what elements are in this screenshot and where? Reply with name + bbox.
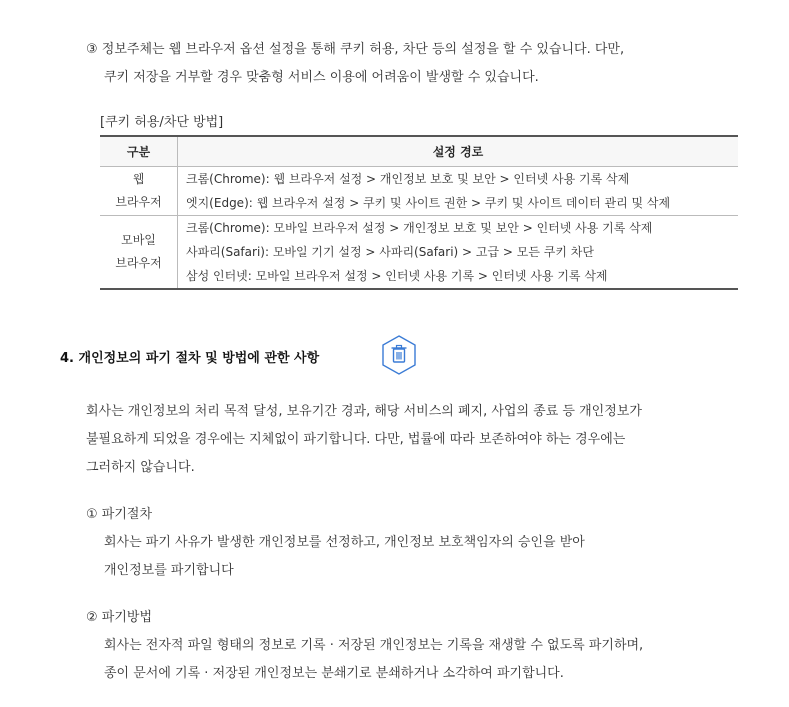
table-row [100, 167, 738, 192]
table-row [100, 191, 738, 216]
item-2-line-1: 회사는 전자적 파일 형태의 정보로 기록 · 저장된 개인정보는 기록을 재생할 수 없도록 파기하며, [104, 638, 644, 653]
trash-icon [381, 335, 417, 375]
table-row [100, 264, 738, 289]
table-caption: [쿠키 허용/차단 방법] [100, 115, 224, 130]
table-header-path: 설정 경로 [178, 136, 739, 167]
table-header-row [100, 136, 738, 167]
item-1-title: ① 파기절차 [86, 507, 153, 522]
table-cell-path: 크롬(Chrome): 모바일 브라우저 설정 > 개인정보 보호 및 보안 > 인터넷 사용 기록 삭제 [178, 216, 739, 241]
table-cell-path: 삼성 인터넷: 모바일 브라우저 설정 > 인터넷 사용 기록 > 인터넷 사용 기록 삭제 [178, 264, 739, 289]
group-label-mobile-browser: 모바일 브라우저 [100, 216, 178, 290]
table-row [100, 240, 738, 264]
item-2-title: ② 파기방법 [86, 610, 153, 625]
group-label-web-browser: 웹 브라우저 [100, 167, 178, 216]
section-4-para-line-3: 그러하지 않습니다. [86, 460, 195, 475]
table-row [100, 216, 738, 241]
intro-line-1: ③ 정보주체는 웹 브라우저 옵션 설정을 통해 쿠키 허용, 차단 등의 설정을 할 수 있습니다. 다만, [86, 42, 625, 57]
section-4-title: 4. 개인정보의 파기 절차 및 방법에 관한 사항 [60, 351, 320, 366]
section-4-para-line-2: 불필요하게 되었을 경우에는 지체없이 파기합니다. 다만, 법률에 따라 보존하여야 하는 경우에는 [86, 432, 626, 447]
item-1-line-2: 개인정보를 파기합니다 [104, 563, 234, 578]
item-2-line-2: 종이 문서에 기록 · 저장된 개인정보는 분쇄기로 분쇄하거나 소각하여 파기합니다. [104, 666, 564, 681]
table-header-category: 구분 [100, 136, 178, 167]
table-cell-path: 엣지(Edge): 웹 브라우저 설정 > 쿠키 및 사이트 권한 > 쿠키 및 사이트 데이터 관리 및 삭제 [186, 196, 671, 210]
item-1-line-1: 회사는 파기 사유가 발생한 개인정보를 선정하고, 개인정보 보호책임자의 승인을 받아 [104, 535, 585, 550]
table-cell-path: 크롬(Chrome): 웹 브라우저 설정 > 개인정보 보호 및 보안 > 인터넷 사용 기록 삭제 [178, 167, 739, 192]
section-4-para-line-1: 회사는 개인정보의 처리 목적 달성, 보유기간 경과, 해당 서비스의 폐지, 사업의 종료 등 개인정보가 [86, 404, 642, 419]
table-cell-path: 사파리(Safari): 모바일 기기 설정 > 사파리(Safari) > 고급 > 모든 쿠키 차단 [186, 245, 594, 259]
cookie-settings-table [100, 135, 738, 290]
intro-line-2: 쿠키 저장을 거부할 경우 맞춤형 서비스 이용에 어려움이 발생할 수 있습니다. [104, 70, 539, 85]
